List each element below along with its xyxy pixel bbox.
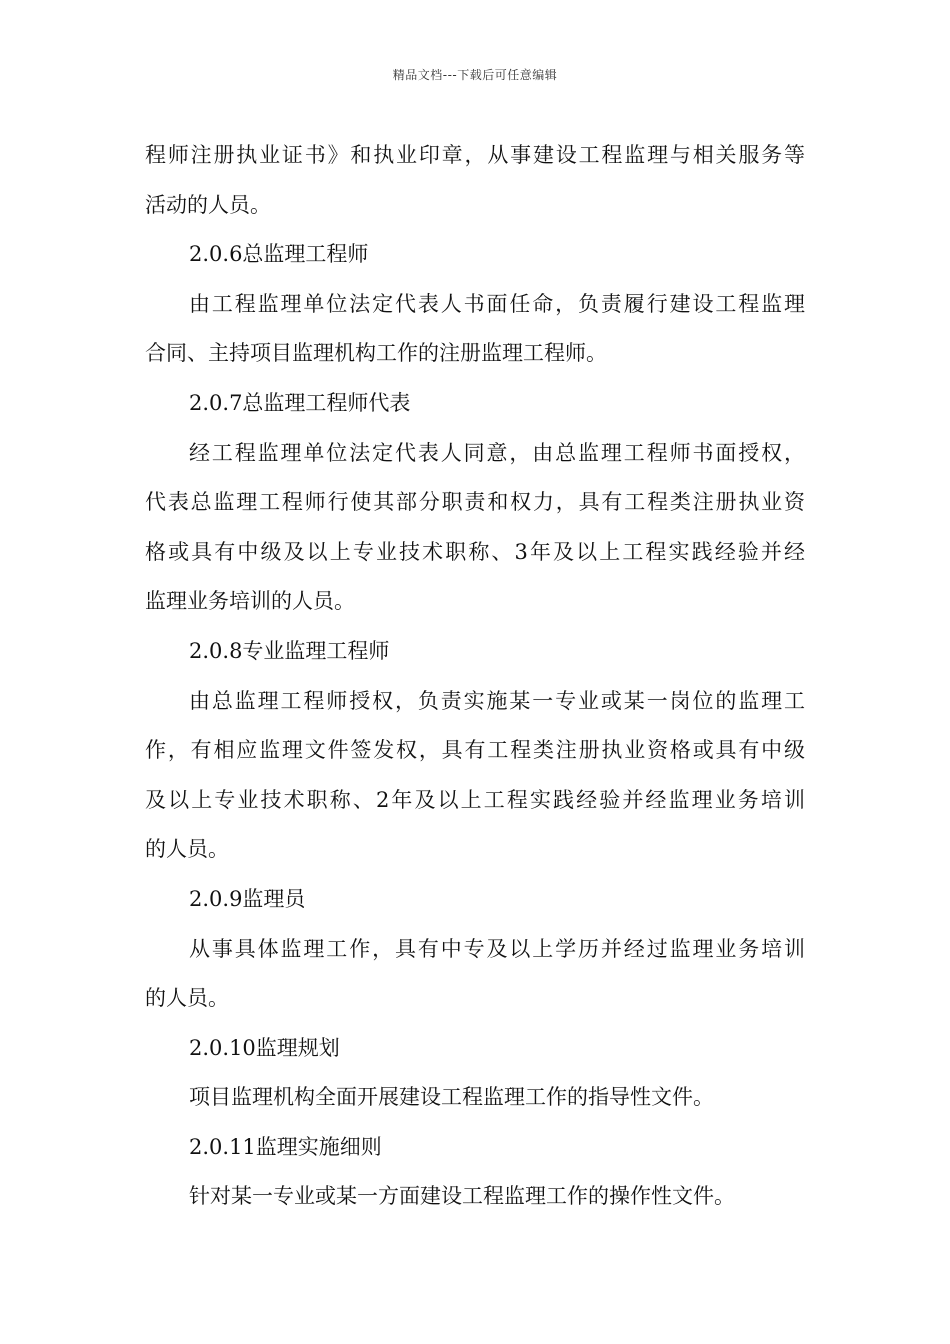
text-line: 合同、主持项目监理机构工作的注册监理工程师。 — [145, 341, 607, 366]
text-line: 从事具体监理工作，具有中专及以上学历并经过监理业务培训 — [189, 936, 805, 961]
section-heading: 2.0.7总监理工程师代表 — [189, 390, 411, 415]
text-line: 作，有相应监理文件签发权，具有工程类注册执业资格或具有中级 — [145, 738, 805, 763]
text-line: 的人员。 — [145, 837, 229, 862]
section-heading: 2.0.11监理实施细则 — [189, 1134, 382, 1159]
text-line: 活动的人员。 — [145, 192, 271, 217]
text-line: 格或具有中级及以上专业技术职称、3年及以上工程实践经验并经 — [145, 539, 805, 564]
text-line: 及以上专业技术职称、2年及以上工程实践经验并经监理业务培训 — [145, 787, 805, 812]
document-body — [145, 131, 805, 1222]
page-header: 精品文档---下载后可任意编辑 — [392, 68, 558, 82]
text-line: 由总监理工程师授权，负责实施某一专业或某一岗位的监理工 — [189, 688, 805, 713]
section-heading: 2.0.6总监理工程师 — [189, 242, 369, 267]
text-line: 针对某一专业或某一方面建设工程监理工作的操作性文件。 — [189, 1184, 735, 1209]
text-line: 程师注册执业证书》和执业印章，从事建设工程监理与相关服务等 — [145, 143, 805, 167]
section-heading: 2.0.9监理员 — [189, 886, 306, 911]
text-line: 由工程监理单位法定代表人书面任命，负责履行建设工程监理 — [189, 291, 805, 316]
text-line: 的人员。 — [145, 986, 229, 1011]
text-line: 监理业务培训的人员。 — [145, 589, 355, 614]
text-line: 经工程监理单位法定代表人同意，由总监理工程师书面授权， — [189, 440, 805, 465]
section-heading: 2.0.10监理规划 — [189, 1035, 340, 1060]
text-line: 代表总监理工程师行使其部分职责和权力，具有工程类注册执业资 — [145, 490, 805, 515]
text-line: 项目监理机构全面开展建设工程监理工作的指导性文件。 — [189, 1085, 714, 1110]
section-heading: 2.0.8专业监理工程师 — [189, 638, 390, 663]
